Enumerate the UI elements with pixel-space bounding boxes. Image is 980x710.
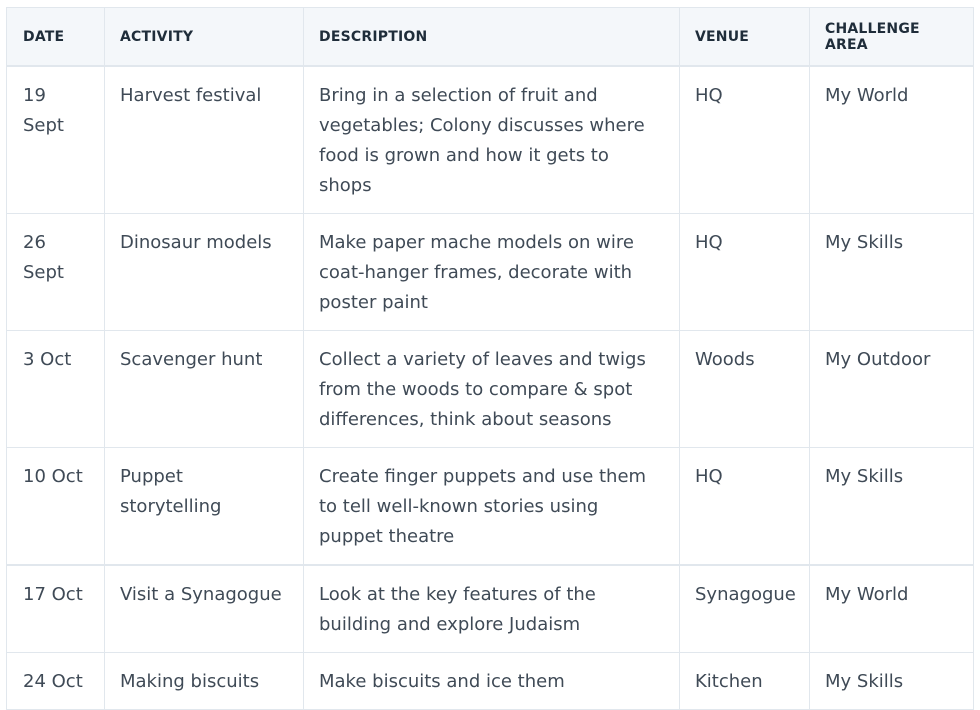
cell-venue: HQ bbox=[680, 448, 810, 566]
cell-date: 3 Oct bbox=[7, 331, 105, 448]
header-challenge-area: CHALLENGE AREA bbox=[810, 8, 974, 67]
cell-challenge-area: My World bbox=[810, 66, 974, 214]
header-row bbox=[7, 8, 974, 67]
table-header bbox=[7, 8, 974, 67]
cell-challenge-area: My Skills bbox=[810, 448, 974, 566]
table-row bbox=[7, 565, 974, 653]
cell-activity: Scavenger hunt bbox=[105, 331, 304, 448]
cell-description: Make biscuits and ice them bbox=[304, 653, 680, 710]
activity-table bbox=[6, 7, 974, 710]
cell-venue: Synagogue bbox=[680, 565, 810, 653]
cell-venue: Kitchen bbox=[680, 653, 810, 710]
cell-challenge-area: My Skills bbox=[810, 653, 974, 710]
header-description: DESCRIPTION bbox=[304, 8, 680, 67]
cell-venue: HQ bbox=[680, 214, 810, 331]
cell-date: 26 Sept bbox=[7, 214, 105, 331]
header-date: DATE bbox=[7, 8, 105, 67]
table-row bbox=[7, 331, 974, 448]
cell-activity: Visit a Synagogue bbox=[105, 565, 304, 653]
table-row bbox=[7, 448, 974, 566]
cell-date: 10 Oct bbox=[7, 448, 105, 566]
header-venue: VENUE bbox=[680, 8, 810, 67]
activity-table-container bbox=[6, 7, 973, 710]
cell-challenge-area: My Outdoor bbox=[810, 331, 974, 448]
header-activity: ACTIVITY bbox=[105, 8, 304, 67]
cell-activity: Puppet storytelling bbox=[105, 448, 304, 566]
cell-venue: Woods bbox=[680, 331, 810, 448]
table-body bbox=[7, 66, 974, 710]
table-row bbox=[7, 653, 974, 710]
cell-activity: Harvest festival bbox=[105, 66, 304, 214]
cell-date: 17 Oct bbox=[7, 565, 105, 653]
cell-date: 24 Oct bbox=[7, 653, 105, 710]
table-row bbox=[7, 214, 974, 331]
cell-date: 19 Sept bbox=[7, 66, 105, 214]
cell-description: Look at the key features of the building and explore Judaism bbox=[304, 565, 680, 653]
cell-challenge-area: My World bbox=[810, 565, 974, 653]
cell-description: Bring in a selection of fruit and vegetables; Colony discusses where food is grown and how it gets to shops bbox=[304, 66, 680, 214]
cell-venue: HQ bbox=[680, 66, 810, 214]
cell-activity: Dinosaur models bbox=[105, 214, 304, 331]
table-row bbox=[7, 66, 974, 214]
cell-activity: Making biscuits bbox=[105, 653, 304, 710]
cell-challenge-area: My Skills bbox=[810, 214, 974, 331]
cell-description: Make paper mache models on wire coat-hanger frames, decorate with poster paint bbox=[304, 214, 680, 331]
cell-description: Create finger puppets and use them to tell well-known stories using puppet theatre bbox=[304, 448, 680, 566]
cell-description: Collect a variety of leaves and twigs from the woods to compare & spot differences, think about seasons bbox=[304, 331, 680, 448]
